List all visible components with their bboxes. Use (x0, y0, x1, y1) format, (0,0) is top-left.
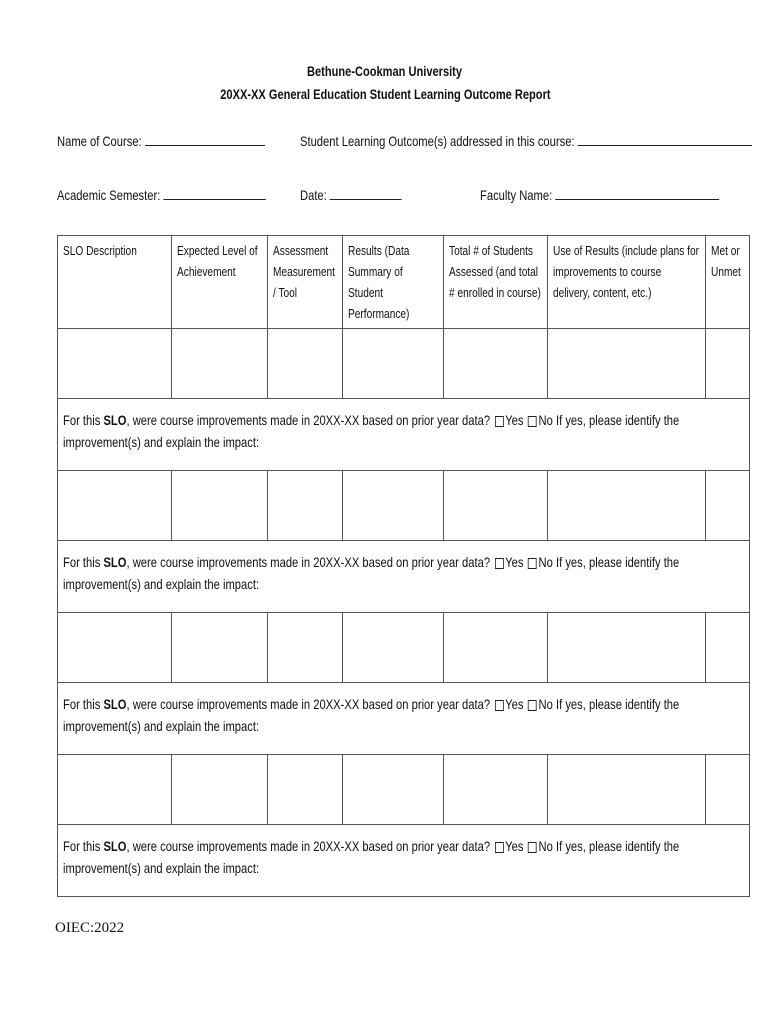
slo-table (57, 235, 750, 897)
table-cell[interactable] (444, 755, 548, 825)
no-label: No (538, 696, 553, 712)
question-prefix: For this (63, 412, 101, 428)
slo-addressed-field[interactable] (300, 133, 752, 149)
table-cell[interactable] (58, 471, 172, 541)
yes-checkbox[interactable] (495, 416, 504, 427)
course-name-field[interactable] (57, 133, 265, 149)
question-prefix: For this (63, 554, 101, 570)
question-suffix: If yes, please identify the improvement(s) and explain the impact: (63, 696, 680, 734)
no-checkbox[interactable] (528, 558, 537, 569)
slo-entry-row[interactable] (58, 329, 750, 399)
yes-label: Yes (505, 554, 524, 570)
course-name-label: Name of Course: (57, 133, 142, 149)
slo-entry-row[interactable] (58, 755, 750, 825)
course-name-blank[interactable] (145, 133, 265, 146)
no-checkbox[interactable] (528, 416, 537, 427)
table-cell[interactable] (444, 613, 548, 683)
question-suffix: If yes, please identify the improvement(s) and explain the impact: (63, 838, 680, 876)
table-cell[interactable] (343, 613, 444, 683)
table-cell[interactable] (706, 471, 750, 541)
semester-label: Academic Semester: (57, 187, 161, 203)
yes-label: Yes (505, 412, 524, 428)
question-middle: , were course improvements made in 20XX-XX based on prior year data? (126, 838, 491, 854)
faculty-label: Faculty Name: (480, 187, 553, 203)
table-header-row (58, 236, 750, 329)
table-cell[interactable] (706, 613, 750, 683)
slo-entry-row[interactable] (58, 613, 750, 683)
table-cell[interactable] (268, 329, 343, 399)
table-cell[interactable] (172, 613, 268, 683)
table-cell[interactable] (343, 471, 444, 541)
table-cell[interactable] (268, 755, 343, 825)
col-use-of-results: Use of Results (include plans for improvements to course delivery, content, etc.) (548, 236, 706, 329)
improvement-question-row[interactable] (58, 825, 750, 897)
question-middle: , were course improvements made in 20XX-XX based on prior year data? (126, 554, 491, 570)
report-title: 20XX-XX General Education Student Learning Outcome Report (219, 87, 551, 102)
date-blank[interactable] (330, 187, 402, 200)
table-cell[interactable] (548, 329, 706, 399)
question-middle: , were course improvements made in 20XX-XX based on prior year data? (126, 412, 491, 428)
no-label: No (538, 412, 553, 428)
yes-checkbox[interactable] (495, 700, 504, 711)
question-suffix: If yes, please identify the improvement(s) and explain the impact: (63, 412, 680, 450)
table-cell[interactable] (268, 471, 343, 541)
yes-label: Yes (505, 838, 524, 854)
table-cell[interactable] (548, 613, 706, 683)
col-met-unmet: Met or Unmet (706, 236, 750, 329)
semester-field[interactable] (57, 187, 266, 203)
table-cell[interactable] (172, 329, 268, 399)
table-cell[interactable] (58, 755, 172, 825)
improvement-question-row[interactable] (58, 399, 750, 471)
date-field[interactable] (300, 187, 402, 203)
question-slo: SLO (103, 554, 127, 570)
improvement-question-row[interactable] (58, 541, 750, 613)
table-cell[interactable] (706, 755, 750, 825)
table-cell[interactable] (58, 613, 172, 683)
col-expected-level: Expected Level of Achievement (172, 236, 268, 329)
table-cell[interactable] (444, 471, 548, 541)
yes-checkbox[interactable] (495, 842, 504, 853)
table-cell[interactable] (172, 755, 268, 825)
table-cell[interactable] (548, 755, 706, 825)
col-assessment-tool: Assessment Measurement / Tool (268, 236, 343, 329)
question-slo: SLO (103, 838, 127, 854)
table-cell[interactable] (444, 329, 548, 399)
col-total-students: Total # of Students Assessed (and total # enrolled in course) (444, 236, 548, 329)
question-prefix: For this (63, 838, 101, 854)
table-cell[interactable] (706, 329, 750, 399)
slo-addressed-label: Student Learning Outcome(s) addressed in this course: (300, 133, 575, 149)
no-checkbox[interactable] (528, 700, 537, 711)
improvement-question-row[interactable] (58, 683, 750, 755)
question-slo: SLO (103, 696, 127, 712)
university-name: Bethune-Cookman University (307, 64, 463, 79)
no-label: No (538, 838, 553, 854)
no-checkbox[interactable] (528, 842, 537, 853)
footer-code: OIEC:2022 (55, 920, 125, 936)
no-label: No (538, 554, 553, 570)
faculty-blank[interactable] (555, 187, 719, 200)
slo-entry-row[interactable] (58, 471, 750, 541)
question-prefix: For this (63, 696, 101, 712)
col-slo-description: SLO Description (58, 236, 172, 329)
question-slo: SLO (103, 412, 127, 428)
table-cell[interactable] (343, 329, 444, 399)
yes-label: Yes (505, 696, 524, 712)
date-label: Date: (300, 187, 327, 203)
table-cell[interactable] (548, 471, 706, 541)
col-results: Results (Data Summary of Student Performance) (343, 236, 444, 329)
question-suffix: If yes, please identify the improvement(s) and explain the impact: (63, 554, 680, 592)
table-cell[interactable] (343, 755, 444, 825)
table-cell[interactable] (268, 613, 343, 683)
slo-addressed-blank[interactable] (578, 133, 752, 146)
faculty-field[interactable] (480, 187, 719, 203)
question-middle: , were course improvements made in 20XX-XX based on prior year data? (126, 696, 491, 712)
semester-blank[interactable] (164, 187, 266, 200)
table-cell[interactable] (172, 471, 268, 541)
yes-checkbox[interactable] (495, 558, 504, 569)
table-cell[interactable] (58, 329, 172, 399)
